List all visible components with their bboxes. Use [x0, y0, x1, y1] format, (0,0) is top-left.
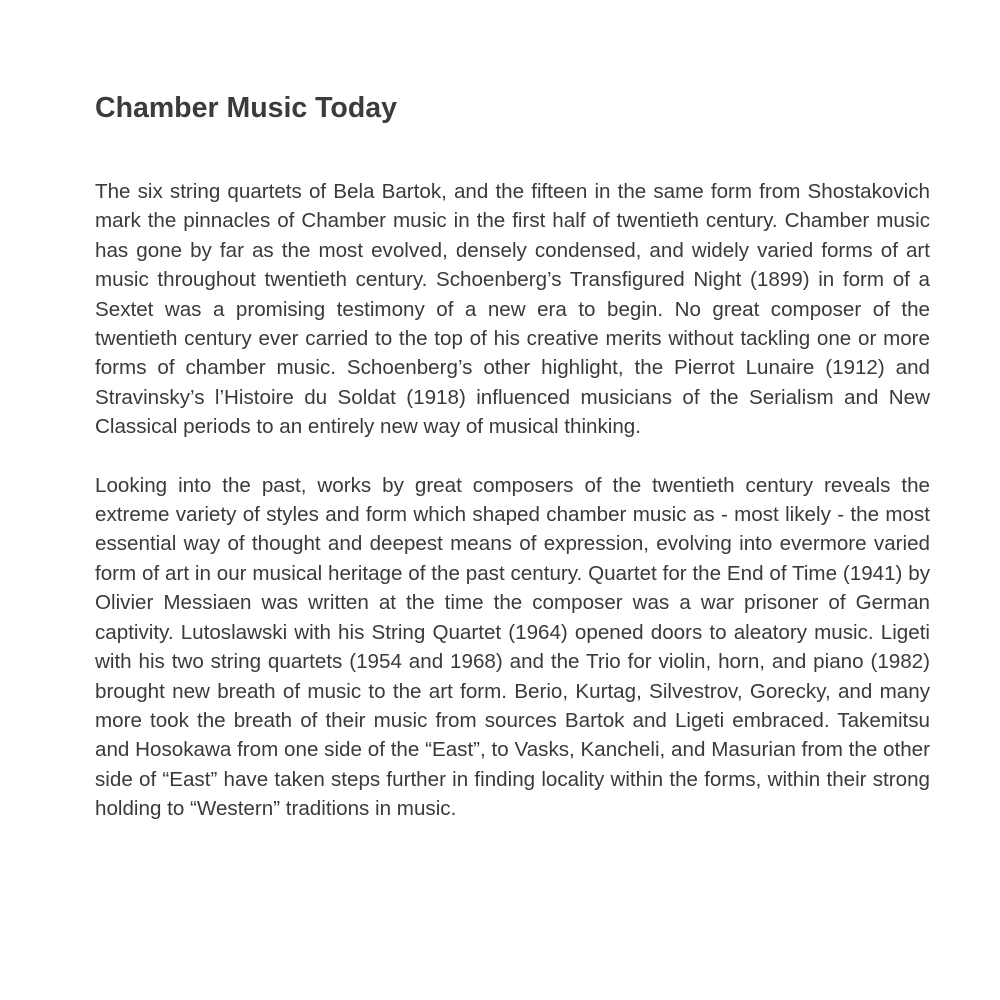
- article: [95, 88, 930, 824]
- article-title: Chamber Music Today: [95, 92, 397, 124]
- article-paragraph-1: The six string quartets of Bela Bartok, and the fifteen in the same form from Shostakovich mark the pinnacles of Chamber music in the first half of twentieth century. Chamber music has gone by far as the most evolved, densely condensed, and widely varied forms of art music throughout twentieth century. Schoenberg’s Transfigured Night (1899) in form of a Sextet was a promising testimony of a new era to begin. No great composer of the twentieth century ever carried to the top of his creative merits without tackling one or more forms of chamber music. Schoenberg’s other highlight, the Pierrot Lunaire (1912) and Stravinsky’s l’Histoire du Soldat (1918) influenced musicians of the Serialism and New Classical periods to an entirely new way of musical thinking.: [95, 180, 930, 439]
- article-paragraph-2: Looking into the past, works by great composers of the twentieth century reveals the extreme variety of styles and form which shaped chamber music as - most likely - the most essential way of thought and deepest means of expression, evolving into evermore varied form of art in our musical heritage of the past century. Quartet for the End of Time (1941) by Olivier Messiaen was written at the time the composer was a war prisoner of German captivity. Lutoslawski with his String Quartet (1964) opened doors to aleatory music. Ligeti with his two string quartets (1954 and 1968) and the Trio for violin, horn, and piano (1982) brought new breath of music to the art form. Berio, Kurtag, Silvestrov, Gorecky, and many more took the breath of their music from sources Bartok and Ligeti embraced. Takemitsu and Hosokawa from one side of the “East”, to Vasks, Kancheli, and Masurian from the other side of “East” have taken steps further in finding locality within the forms, within their strong holding to “Western” traditions in music.: [95, 473, 930, 821]
